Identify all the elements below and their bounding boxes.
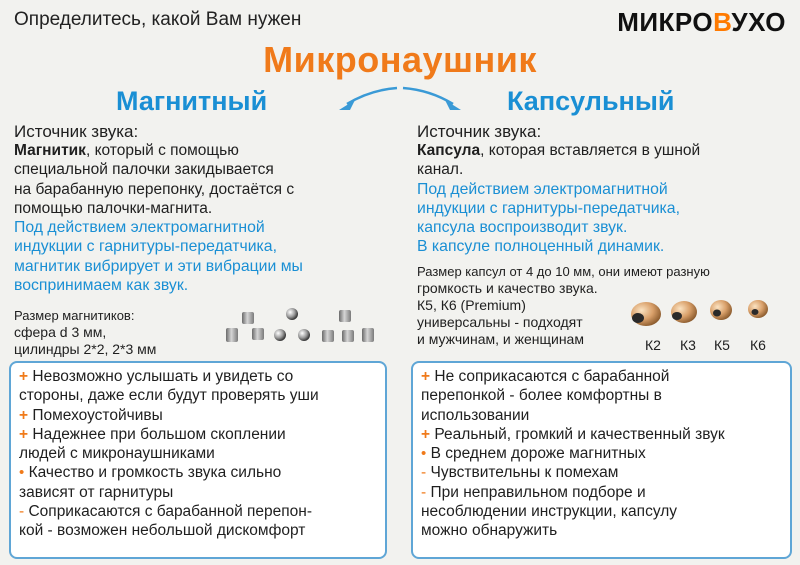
plus-icon: + [421,425,431,443]
right-point-1 [421,367,782,425]
minus-icon: - [421,483,427,501]
capsule-k5 [710,300,732,320]
right-pros-cons-box [411,361,792,559]
right-point-3-line1: В среднем дороже магнитных [430,445,646,463]
right-size-line5: и мужчинам, и женщинам [417,331,584,347]
capsule-k6 [748,300,768,318]
right-point-2-line1: Реальный, громкий и качественный звук [434,425,725,443]
capsule-label-k3: К3 [680,337,696,353]
bullet-icon: • [421,445,427,463]
plus-icon: + [421,368,431,385]
right-size-line2: громкость и качество звука. [417,280,598,296]
left-heading: Магнитный [116,86,268,116]
left-point-1-line2: стороны, даже если будут проверять уши [19,387,319,405]
capsule-label-k2: К2 [645,337,661,353]
right-blue-line2: индукции с гарнитуры-передатчика, [417,199,680,217]
left-blue-line2: индукции с гарнитуры-передатчика, [14,238,277,256]
right-heading: Капсульный [507,86,675,116]
left-point-4-line1: Качество и громкость звука сильно [28,464,282,482]
logo-part-b: В [713,7,732,37]
right-desc-rest: , которая вставляется в ушной [480,142,701,159]
capsule-k2 [631,302,661,326]
left-point-1-line1: Невозможно услышать и увидеть со [32,368,294,385]
right-blue-line1: Под действием электромагнитной [417,180,668,198]
right-point-5-line2: несоблюдении инструкции, капсулу [421,503,678,521]
capsule-label-k5: К5 [714,337,730,353]
logo-part-c: УХО [731,7,786,37]
right-description [417,122,797,257]
left-size-info [14,308,204,358]
right-point-5-line1: При неправильном подборе и [430,483,646,501]
plus-icon: + [19,425,29,443]
left-point-3-line1: Надежнее при большом скоплении [32,425,286,443]
right-blue-line3: капсула воспроизводит звук. [417,219,628,237]
left-pros-cons-box [9,361,387,559]
right-desc-bold: Капсула [417,142,481,159]
right-point-4 [421,463,782,482]
page-title: Микронаушник [263,39,537,80]
right-desc-line2: канал. [417,161,464,179]
split-arrows-icon [325,80,475,114]
left-point-4 [19,463,377,502]
left-point-3 [19,425,377,464]
right-point-1-line3: использовании [421,406,530,424]
left-point-4-line2: зависят от гарнитуры [19,483,174,501]
left-desc-line1 [14,141,394,160]
left-blue-line1: Под действием электромагнитной [14,219,265,237]
left-desc-line4: помощью палочки-магнита. [14,199,213,217]
left-point-5 [19,502,377,541]
right-size-line3: К5, К6 (Premium) [417,297,526,313]
left-point-3-line2: людей с микронаушниками [19,445,215,463]
right-desc-line1 [417,141,797,160]
intro-text: Определитесь, какой Вам нужен [14,9,302,30]
left-source-label: Источник звука: [14,122,139,141]
left-blue-line4: воспринимаем как звук. [14,277,189,295]
plus-icon: + [19,368,29,385]
left-point-2-line1: Помехоустойчивы [32,406,163,424]
left-desc-line3: на барабанную перепонку, достаётся с [14,180,295,198]
right-point-1-line1: Не соприкасаются с барабанной [434,368,670,385]
right-blue-line4: В капсуле полноценный динамик. [417,238,665,256]
left-size-line2: сфера d 3 мм, [14,324,107,340]
right-source-label: Источник звука: [417,122,542,141]
left-desc-line2: специальной палочки закидывается [14,161,274,179]
left-size-line3: цилиндры 2*2, 2*3 мм [14,341,157,357]
minus-icon: - [421,464,427,482]
right-size-line1: Размер капсул от 4 до 10 мм, они имеют разную [417,264,710,279]
left-desc-bold: Магнитик [14,142,86,159]
magnets-image [222,300,382,350]
brand-logo [617,7,786,38]
right-point-1-line2: перепонкой - более комфортны в [421,387,662,405]
right-point-3 [421,444,782,463]
bullet-icon: • [19,464,25,482]
right-size-line4: универсальны - подходят [417,314,583,330]
left-size-line1: Размер магнитиков: [14,308,135,323]
right-point-5 [421,483,782,541]
right-point-5-line3: можно обнаружить [421,522,558,540]
capsule-label-k6: К6 [750,337,766,353]
left-point-1 [19,367,377,406]
minus-icon: - [19,503,25,521]
right-point-2 [421,425,782,444]
left-point-5-line1: Соприкасаются с барабанной перепон- [28,503,313,521]
capsule-k3 [671,301,697,323]
left-description [14,122,394,295]
logo-part-a: МИКРО [617,7,714,37]
left-blue-line3: магнитик вибрирует и эти вибрации мы [14,257,303,275]
left-desc-rest: , который с помощью [85,142,239,159]
capsules-image [622,288,792,334]
right-point-4-line1: Чувствительны к помехам [430,464,619,482]
plus-icon: + [19,406,29,424]
left-point-2 [19,406,377,425]
left-point-5-line2: кой - возможен небольшой дискомфорт [19,522,306,540]
